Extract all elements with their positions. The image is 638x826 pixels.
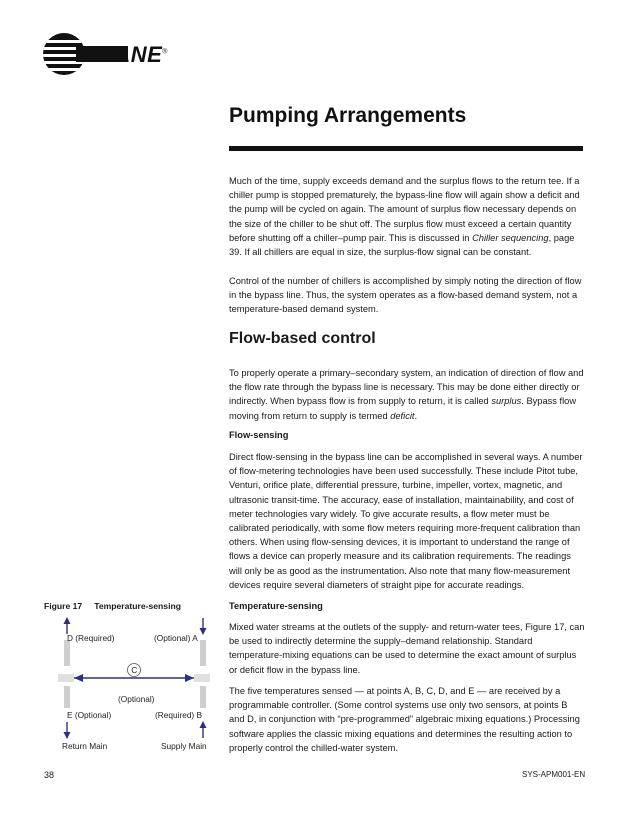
- bypass-arrow-left-icon: [74, 674, 83, 682]
- chiller-sequencing-reference: Chiller sequencing: [472, 232, 549, 243]
- sensor-d-label: D (Required): [67, 633, 115, 643]
- sensor-e-label: E (Optional): [67, 710, 112, 720]
- temperature-sensing-paragraph-2: The five temperatures sensed — at points A, B, C, D, and E — are received by a programmable controller. (Some control systems use only two sensors, at points B and D, in conjunction with “pre-programmed” algebraic mixing equations.) Processing software applies the classic mixing equations and determines the resulting action to properly control the chilled-water system.: [229, 686, 580, 753]
- sensor-c-note: (Optional): [118, 694, 155, 704]
- sensor-c-label: C: [131, 665, 138, 675]
- left-top-arrow-icon: [64, 617, 71, 624]
- right-bottom-arrow-icon: [200, 721, 207, 728]
- flow-control-paragraph: To properly operate a primary–secondary system, an indication of direction of flow and the flow rate through the bypass line is necessary. This may be done either directly or indirectly. When bypass flow is from supply to return, it is called surplus. Bypass flow moving from return to supply is termed deficit.: [229, 368, 584, 421]
- right-top-arrow-icon: [200, 628, 207, 635]
- sensor-a-label: (Optional) A: [154, 633, 198, 643]
- bypass-arrow-right-icon: [185, 674, 194, 682]
- supply-main-label: Supply Main: [161, 741, 207, 751]
- right-pipe-lower: [200, 686, 206, 708]
- figure-caption: Figure 17 Temperature-sensing: [44, 601, 181, 611]
- left-tee-stub: [58, 674, 74, 682]
- left-bottom-arrow-icon: [64, 732, 71, 739]
- intro-paragraph-2: Control of the number of chillers is accomplished by simply noting the direction of flow in the bypass line. Thus, the system operates as a flow-based demand system, not a temperature-based demand system.: [229, 276, 582, 315]
- return-main-label: Return Main: [62, 741, 108, 751]
- brand-wordmark: TRANE®: [84, 42, 168, 67]
- document-code: SYS-APM001-EN: [522, 770, 586, 779]
- page-number: 38: [44, 770, 55, 780]
- subheading-temperature-sensing: Temperature-sensing: [229, 601, 323, 611]
- flow-sensing-paragraph: Direct flow-sensing in the bypass line can be accomplished in several ways. A number of flow-metering technologies have been used successfully. These include Pitot tube, Venturi, orifice plate, differential pressure, turbine, impeller, vortex, magnetic, and ultrasonic transit-time. The accuracy, ease of installation, maintainability, and cost of meter technologies vary widely. To give accurate results, a flow meter must be calibrated periodically, with some flow meters requiring more-frequent calibration than others. When using flow-sensing devices, it is important to understand the range of flows a device can properly measure and its calibration requirements. The readings will only be as good as the instrumentation. Also note that many flow-measurement devices require several diameters of straight pipe for accurate readings.: [229, 452, 583, 590]
- right-pipe-upper: [200, 640, 206, 666]
- page-title: Pumping Arrangements: [229, 104, 467, 127]
- left-pipe-lower: [64, 686, 70, 708]
- subheading-flow-sensing: Flow-sensing: [229, 430, 289, 440]
- temperature-sensing-paragraph-1: Mixed water streams at the outlets of the supply- and return-water tees, Figure 17, can be used to indirectly determine the supply–demand relationship. Standard temperature-mixing equations can be used to determine the exact amount of surplus or deficit flow in the bypass line.: [229, 622, 585, 675]
- left-pipe-upper: [64, 640, 70, 666]
- title-rule: [229, 146, 583, 151]
- right-tee-stub: [194, 674, 210, 682]
- intro-paragraph-1: Much of the time, supply exceeds demand and the surplus flows to the return tee. If a chiller pump is stopped prematurely, the bypass-line flow will again show a deficit and the pump will be cycled on again. The amount of surplus flow necessary depends on the size of the chiller to be shut off. The surplus flow must exceed a certain quantity before shutting off a chiller–pump pair. This is discussed in Chiller sequencing, page 39. If all chillers are equal in size, the surplus-flow signal can be constant.: [229, 176, 580, 258]
- sensor-b-label: (Required) B: [155, 710, 203, 720]
- temperature-sensing-diagram: [44, 614, 224, 762]
- section-heading-flow-based-control: Flow-based control: [229, 330, 376, 347]
